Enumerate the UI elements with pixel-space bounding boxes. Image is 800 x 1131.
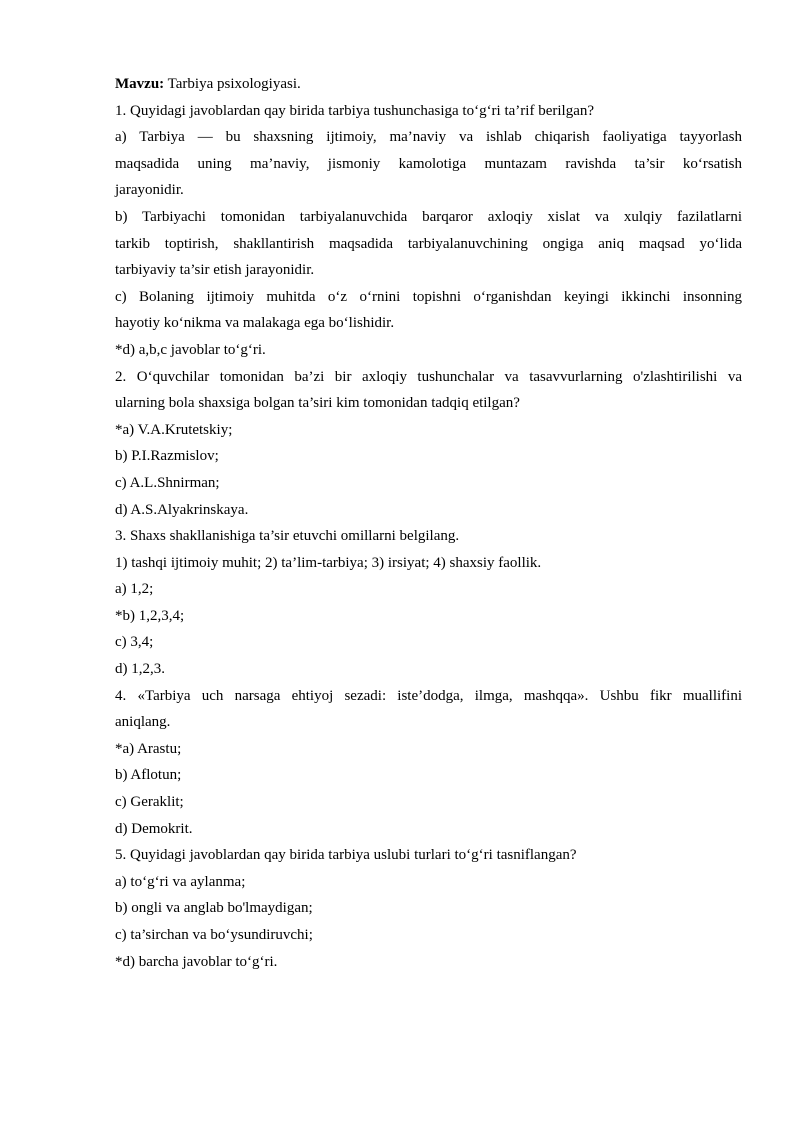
q3-option: c) 3,4; [115,634,154,651]
q3-factors: 1) tashqi ijtimoiy muhit; 2) ta’lim-tarbiya; 3) irsiyat; 4) shaxsiy faollik. [115,554,542,571]
q3-option: a) 1,2; [115,581,154,598]
q4-question: 4. «Tarbiya uch narsaga ehtiyoj sezadi: iste’dodga, ilmga, mashqqa». Ushbu fikr muallifini aniqlang. [115,687,742,731]
q2-question: 2. O‘quvchilar tomonidan ba’zi bir axloqiy tushunchalar va tasavvurlarning o'zlashtirilishi va ularning bola shaxsiga bolgan ta’siri kim tomonidan tadqiq etilgan? [115,368,742,412]
topic-label: Mavzu: [115,76,165,92]
q1-option-d: *d) a,b,c javoblar to‘g‘ri. [115,341,266,358]
q3-option: *b) 1,2,3,4; [115,607,185,624]
q2-option: b) P.I.Razmislov; [115,448,219,465]
q1-option-a: a) Tarbiya — bu shaxsning ijtimoiy, ma’naviy va ishlab chiqarish faoliyatiga tayyorlash maqsadida uning ma’naviy, jismoniy kamolotiga muntazam ravishda ta’sir ko‘rsatish jarayonidir. [115,129,742,199]
q5-question: 5. Quyidagi javoblardan qay birida tarbiya uslubi turlari to‘g‘ri tasniflangan? [115,847,577,864]
q5-option: b) ongli va anglab bo'lmaydigan; [115,900,313,917]
topic-value: Tarbiya psixologiyasi. [164,76,301,92]
q4-option: b) Aflotun; [115,767,182,784]
topic-line [115,71,742,98]
q5-option: c) ta’sirchan va bo‘ysundiruvchi; [115,927,313,943]
q4-option: *a) Arastu; [115,740,182,757]
q2-option: *a) V.A.Krutetskiy; [115,421,233,438]
q1-option-c: c) Bolaning ijtimoiy muhitda o‘z o‘rnini topishni o‘rganishdan keyingi ikkinchi insonning hayotiy ko‘nikma va malakaga ega bo‘lishidir. [115,288,742,332]
q1-option-b: b) Tarbiyachi tomonidan tarbiyalanuvchida barqaror axloqiy xislat va xulqiy fazilatlarni tarkib toptirish, shakllantirish maqsadida tarbiyalanuvchining ongiga aniq maqsad yo‘lida tarbiyaviy ta’sir etish jarayonidir. [115,208,742,279]
q5-option: a) to‘g‘ri va aylanma; [115,873,246,890]
q5-option: *d) barcha javoblar to‘g‘ri. [115,953,278,970]
q4-option: d) Demokrit. [115,820,193,837]
q2-option: c) A.L.Shnirman; [115,474,220,491]
q3-option: d) 1,2,3. [115,661,165,678]
q2-option: d) A.S.Alyakrinskaya. [115,501,249,518]
q3-question: 3. Shaxs shakllanishiga ta’sir etuvchi omillarni belgilang. [115,528,460,545]
q4-option: c) Geraklit; [115,794,184,811]
q1-question: 1. Quyidagi javoblardan qay birida tarbiya tushunchasiga to‘g‘ri ta’rif berilgan? [115,102,595,119]
